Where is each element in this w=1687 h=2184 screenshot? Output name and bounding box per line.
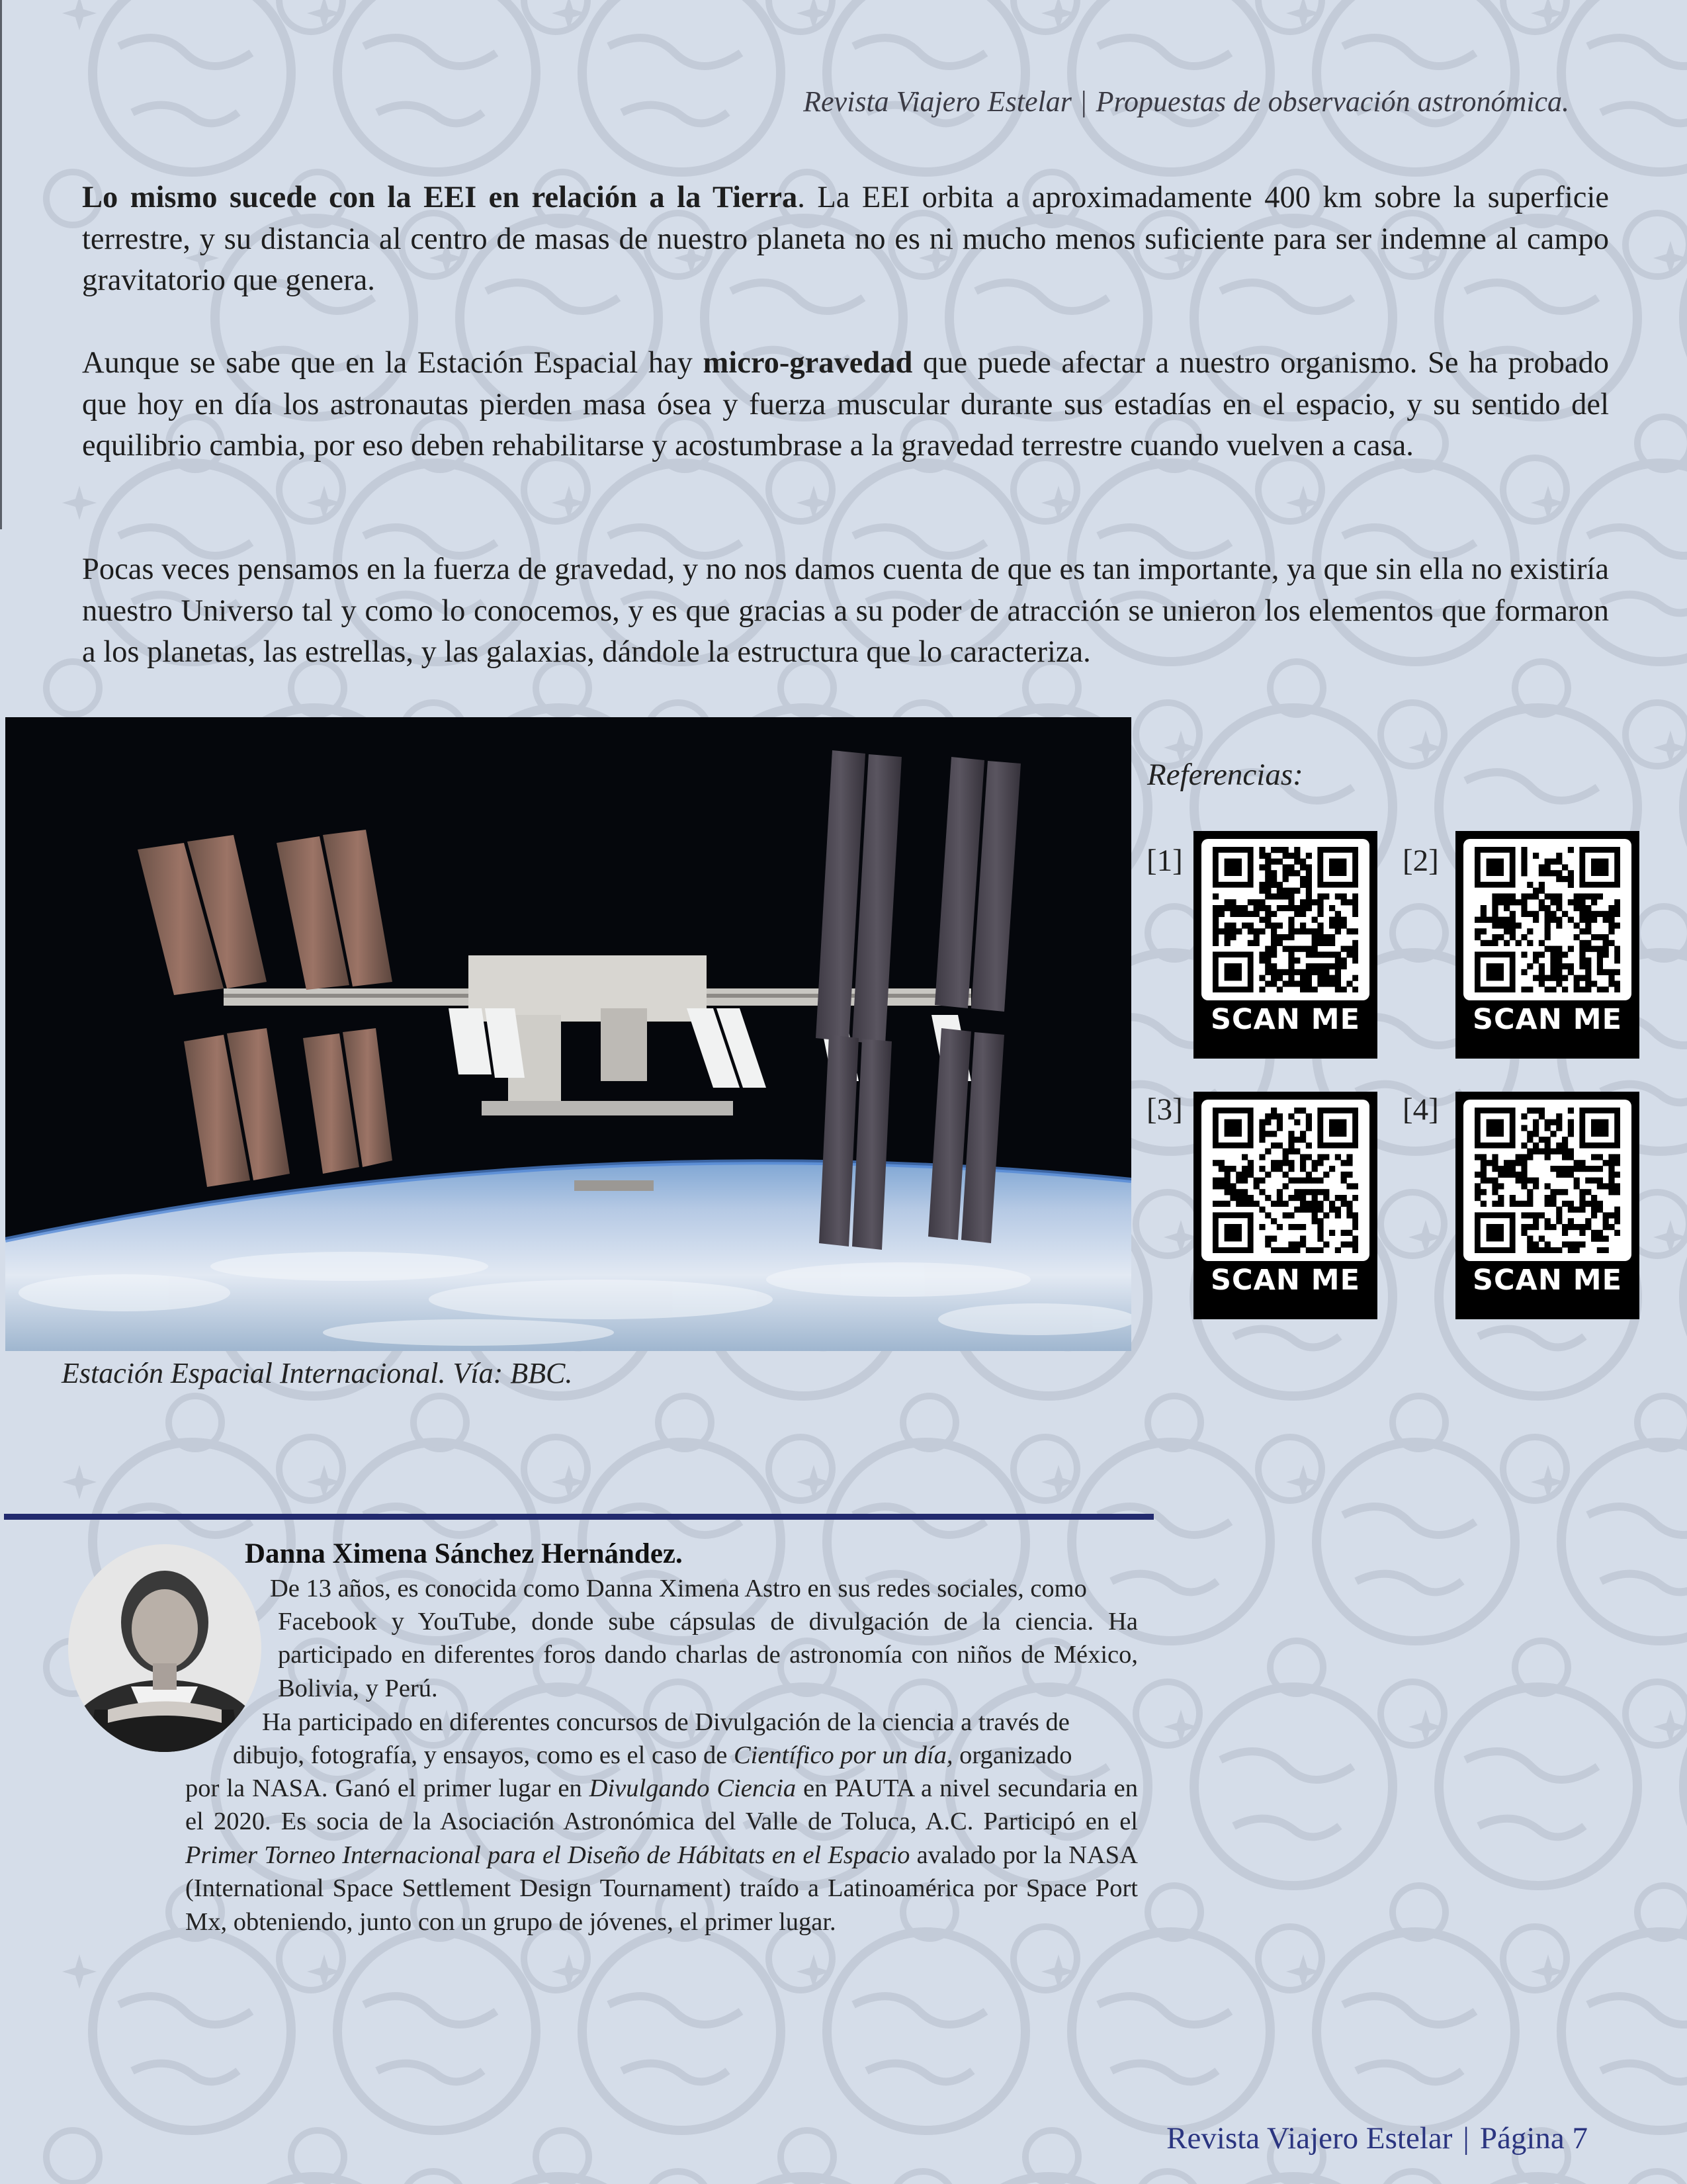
author-bio-italic: Primer Torneo Internacional para el Diseño de Hábitats en el Espacio — [185, 1841, 910, 1869]
author-bio-block-1 — [278, 1605, 1138, 1705]
qr-code-icon — [1475, 847, 1620, 992]
paragraph-2-text-a: Aunque se sabe que en la Estación Espacial hay — [82, 346, 703, 380]
qr-code-4 — [1463, 1100, 1631, 1261]
author-bio-text: dibujo, fotografía, y ensayos, como es el caso de — [233, 1741, 734, 1769]
reference-number-3: [3] — [1146, 1092, 1183, 1127]
photo-caption: Estación Espacial Internacional. Vía: BBC. — [62, 1357, 573, 1389]
author-bio-line-2 — [262, 1706, 1138, 1739]
reference-number-2: [2] — [1403, 844, 1439, 878]
references-title: Referencias: — [1147, 758, 1303, 792]
paragraph-1 — [82, 177, 1609, 302]
qr-code-icon — [1475, 1108, 1620, 1253]
iss-photo — [5, 717, 1131, 1351]
author-bio-text: De 13 años, es conocida como Danna Ximena Astro en sus redes sociales, como — [270, 1575, 1087, 1602]
qr-code-card-1[interactable] — [1193, 831, 1377, 1059]
page-footer — [1166, 2120, 1588, 2156]
author-bio-text: en PAUTA a nivel secundaria en el 2020. Es socia de la Asociación Astronómica del Valle de Toluca, A.C. Participó en el — [185, 1774, 1138, 1836]
paragraph-3-text: Pocas veces pensamos en la fuerza de gravedad, y no nos damos cuenta de que es tan importante, ya que sin ella no existiría nuestro Universo tal y como lo conocemos, y es que gracias a su poder de atracción se unieron los elementos que formaron a los planetas, las estrellas, y las galaxias, dándole la estructura que lo caracteriza. — [82, 552, 1609, 669]
header-magazine-name: Revista Viajero Estelar — [803, 85, 1072, 118]
page-edge-rule — [0, 0, 2, 529]
scan-me-label: SCAN ME — [1211, 1264, 1360, 1297]
section-divider — [4, 1514, 1154, 1520]
paragraph-1-text: . La EEI orbita a aproximadamente 400 km sobre la superficie terrestre, y su distancia al centro de masas de nuestro planeta no es ni mucho menos suficiente para ser indemne al campo gravitatorio que genera. — [82, 181, 1609, 297]
reference-number-1: [1] — [1146, 844, 1183, 878]
author-bio-text: organizado — [953, 1741, 1072, 1769]
qr-code-card-2[interactable] — [1455, 831, 1639, 1059]
author-avatar — [68, 1544, 261, 1752]
author-name: Danna Ximena Sánchez Hernández. — [245, 1538, 683, 1569]
footer-magazine-name: Revista Viajero Estelar — [1166, 2121, 1453, 2156]
paragraph-2-bold: micro-gravedad — [703, 346, 913, 380]
paragraph-3 — [82, 549, 1609, 674]
qr-code-3 — [1201, 1100, 1369, 1261]
author-bio-italic: Divulgando Ciencia — [589, 1774, 797, 1802]
author-bio-text: avalado por la NASA (International Space Settlement Design Tournament) traído a Latinoamérica por Space Port Mx, obteniendo, junto con un grupo de jóvenes, el primer lugar. — [185, 1841, 1138, 1936]
scan-me-label: SCAN ME — [1473, 1003, 1622, 1036]
author-bio-text: por la NASA. Ganó el primer lugar en — [185, 1774, 589, 1802]
qr-code-icon — [1213, 847, 1358, 992]
qr-code-icon — [1213, 1108, 1358, 1253]
running-header — [803, 85, 1569, 118]
reference-number-4: [4] — [1403, 1092, 1439, 1127]
scan-me-label: SCAN ME — [1473, 1264, 1622, 1297]
qr-code-card-3[interactable] — [1193, 1092, 1377, 1319]
author-bio-text: Ha participado en diferentes concursos de Divulgación de la ciencia a través de — [262, 1708, 1070, 1736]
qr-code-1 — [1201, 839, 1369, 1000]
header-separator: | — [1080, 85, 1087, 118]
paragraph-2-text-b: que puede afectar a nuestro organismo. Se ha probado que hoy en día los astronautas pierden masa ósea y fuerza muscular durante sus estadías en el espacio, y su sentido del equilibrio cambia, por eso deben rehabilitarse y acostumbrase a la gravedad terrestre cuando vuelven a casa. — [82, 346, 1609, 462]
header-section-title: Propuestas de observación astronómica. — [1096, 85, 1569, 118]
footer-separator: | — [1463, 2121, 1469, 2156]
author-bio-text: Facebook y YouTube, donde sube cápsulas de divulgación de la ciencia. Ha participado en diferentes foros dando charlas de astronomía con niños de México, Bolivia, y Perú. — [278, 1608, 1138, 1702]
qr-code-card-4[interactable] — [1455, 1092, 1639, 1319]
author-bio-line-3 — [233, 1739, 1138, 1772]
author-bio-italic: Científico por un día, — [733, 1741, 953, 1769]
paragraph-1-lead: Lo mismo sucede con la EEI en relación a la Tierra — [82, 181, 798, 214]
qr-code-2 — [1463, 839, 1631, 1000]
author-bio-block-2 — [185, 1772, 1138, 1939]
author-bio-line-1 — [270, 1572, 1138, 1605]
scan-me-label: SCAN ME — [1211, 1003, 1360, 1036]
paragraph-2 — [82, 343, 1609, 467]
page-number: Página 7 — [1479, 2121, 1588, 2156]
